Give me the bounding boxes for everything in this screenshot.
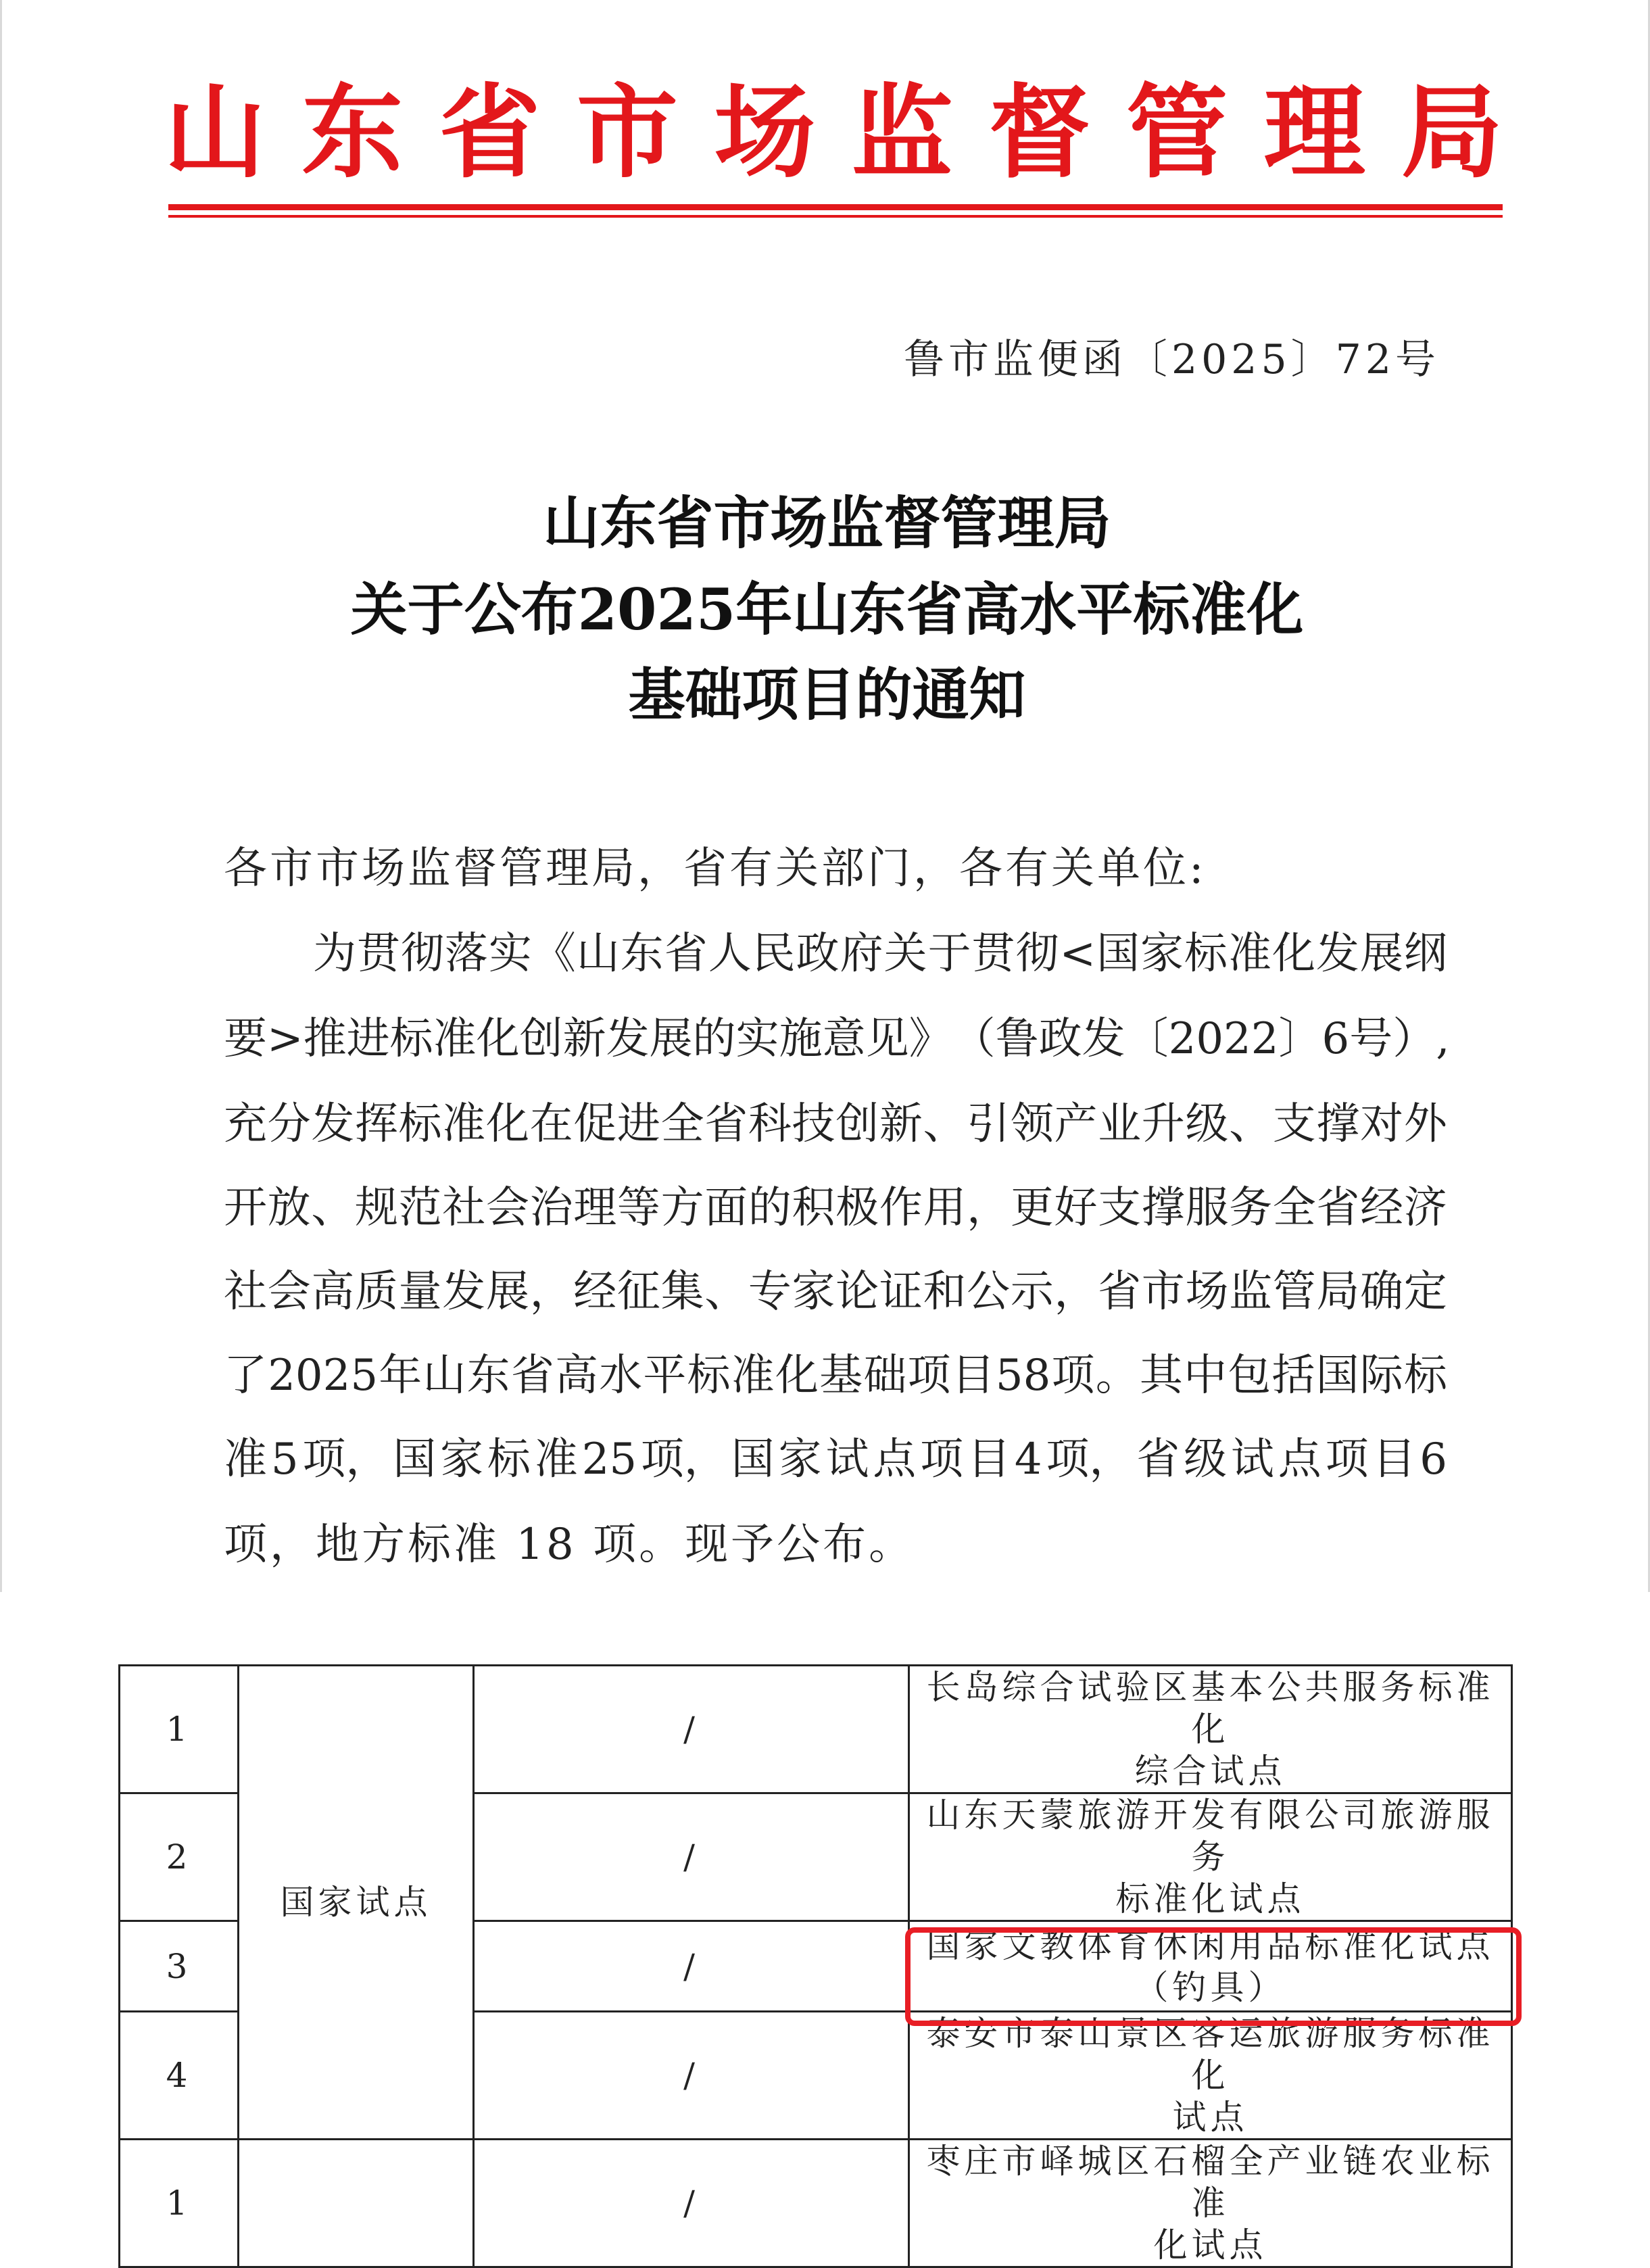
- body-text-token: 全: [660, 1099, 704, 1149]
- body-text-token: 场: [1185, 1267, 1229, 1317]
- body-text-token: ）: [1392, 1014, 1436, 1064]
- body-text-token: 准: [224, 1434, 267, 1485]
- body-text-token: 、: [923, 1099, 967, 1149]
- body-text-token: 引: [967, 1099, 1011, 1149]
- body-text-token: 促: [573, 1099, 617, 1149]
- body-text-token: 创: [519, 1014, 563, 1064]
- body-text-token: 。: [1095, 1351, 1139, 1401]
- body-text-token: 征: [616, 1267, 660, 1317]
- body-text-token: 分: [267, 1099, 311, 1149]
- body-text-token: 好: [1054, 1183, 1098, 1233]
- body-text-token: 撑: [1316, 1099, 1360, 1149]
- body-text-token: 标: [487, 1434, 531, 1485]
- project-name-line: 山东天蒙旅游开发有限公司旅游服务: [926, 1795, 1495, 1877]
- body-text-token: 升: [1141, 1099, 1185, 1149]
- project-name-cell: [909, 2140, 1512, 2267]
- row-number: 1: [120, 1666, 239, 1793]
- body-text-token: 山: [576, 929, 620, 979]
- standard-number-cell: /: [474, 2140, 909, 2267]
- body-text-token: 政: [796, 929, 840, 979]
- project-name-line: 泰安市泰山景区客运旅游服务标准化: [926, 2014, 1495, 2095]
- body-text-token: 国: [1096, 929, 1140, 979]
- body-text-token: 意: [822, 1014, 866, 1064]
- body-text-token: 实: [735, 1014, 779, 1064]
- body-text-token: 规: [354, 1183, 398, 1233]
- project-name-line: 综合试点: [1134, 1752, 1286, 1791]
- body-text-token: 实: [488, 929, 532, 979]
- body-text-token: 管: [1272, 1267, 1316, 1317]
- body-text-line: [224, 1345, 1447, 1406]
- body-text-token: 化: [775, 1351, 819, 1401]
- body-text-token: 级: [1185, 1099, 1229, 1149]
- body-text-token: 定: [1403, 1267, 1447, 1317]
- body-text-token: 彻: [400, 929, 444, 979]
- body-text-token: 要: [224, 1014, 267, 1064]
- body-text-token: 济: [1403, 1183, 1447, 1233]
- body-text-token: 家: [440, 1434, 484, 1485]
- body-text-token: 准: [1228, 929, 1271, 979]
- body-text-token: 专: [748, 1267, 792, 1317]
- body-text-token: 监: [1229, 1267, 1273, 1317]
- table-row: [120, 2140, 1512, 2267]
- category-cell: 国家试点: [239, 1666, 474, 2140]
- body-text-token: 项，: [640, 1434, 727, 1485]
- body-text-token: 中: [1184, 1351, 1228, 1401]
- body-text-token: 经: [1360, 1183, 1404, 1233]
- body-text-token: 发: [442, 1267, 486, 1317]
- project-table: [118, 1664, 1511, 2268]
- project-name-cell: [909, 1921, 1512, 2012]
- body-text-token: 《: [532, 929, 576, 979]
- body-text-token: 证: [879, 1267, 923, 1317]
- body-text-token: 积: [792, 1183, 835, 1233]
- body-text-token: 家: [778, 1434, 822, 1485]
- body-text-token: 省: [664, 929, 708, 979]
- row-number: 1: [120, 2140, 239, 2267]
- body-text-token: 级: [1184, 1434, 1228, 1485]
- body-text-line: [224, 1261, 1447, 1322]
- standard-number-cell: /: [474, 1793, 909, 1921]
- body-text-token: 服: [1185, 1183, 1229, 1233]
- body-text-line: [224, 1178, 1447, 1238]
- body-text-token: 经: [573, 1267, 617, 1317]
- body-text-token: 6: [1420, 1434, 1447, 1485]
- body-text-token: 国: [393, 1434, 437, 1485]
- project-name-cell: [909, 1666, 1512, 1793]
- project-name-line: 化试点: [1153, 2225, 1267, 2265]
- project-name-line: 试点: [1172, 2098, 1248, 2137]
- body-text-token: 贯: [356, 929, 400, 979]
- body-text-token: 项，: [302, 1434, 389, 1485]
- body-text-token: 于: [927, 929, 971, 979]
- body-text-token: 充: [224, 1099, 267, 1149]
- body-text-token: 会: [485, 1183, 529, 1233]
- body-text-line: [224, 1514, 1447, 1575]
- masthead-char: 理: [1263, 74, 1365, 192]
- body-text-token: 省: [1098, 1267, 1142, 1317]
- body-text-token: 用: [923, 1183, 967, 1233]
- body-text-token: 展: [485, 1267, 529, 1317]
- masthead-char: 督: [988, 74, 1090, 192]
- body-text-token: 进: [616, 1099, 660, 1149]
- body-text-token: 省: [704, 1099, 748, 1149]
- title-line-2: 关于公布2025年山东省高水平标准化: [350, 576, 1304, 643]
- body-text-token: 落: [444, 929, 488, 979]
- body-text-token: （: [952, 1014, 996, 1064]
- body-text-token: 极: [835, 1183, 879, 1233]
- body-text-token: 省: [1136, 1434, 1180, 1485]
- body-text-token: 包: [1228, 1351, 1271, 1401]
- body-text-token: 目: [967, 1434, 1011, 1485]
- masthead-char: 监: [851, 74, 953, 192]
- body-text-token: 公: [967, 1267, 1011, 1317]
- body-text-token: 标: [687, 1351, 731, 1401]
- body-text-token: 关: [883, 929, 927, 979]
- body-text-token: 础: [863, 1351, 907, 1401]
- body-text-token: 的: [692, 1014, 736, 1064]
- body-text-token: 范: [398, 1183, 442, 1233]
- body-text-token: 对: [1360, 1099, 1404, 1149]
- body-text-token: 〔2022〕: [1125, 1014, 1322, 1064]
- body-text-token: 市: [1141, 1267, 1185, 1317]
- body-text-token: 理: [573, 1183, 617, 1233]
- body-text-token: 、: [1229, 1099, 1273, 1149]
- body-text-token: 了: [224, 1351, 267, 1401]
- body-text-token: 施: [779, 1014, 823, 1064]
- body-text-token: 治: [529, 1183, 573, 1233]
- body-text-token: 为: [313, 929, 356, 979]
- row-number: 2: [120, 1793, 239, 1921]
- body-text-token: 鲁: [995, 1014, 1039, 1064]
- project-name-line: 国家文教体育休闲用品标准化试点: [926, 1925, 1495, 1965]
- body-text-token: 准: [442, 1099, 486, 1149]
- body-text-token: 示: [1010, 1267, 1054, 1317]
- body-text-token: 25: [581, 1434, 637, 1485]
- body-text-token: 东: [620, 929, 664, 979]
- body-text-token: 高: [311, 1267, 355, 1317]
- body-text-token: 平: [643, 1351, 687, 1401]
- masthead-char: 场: [714, 74, 816, 192]
- body-text-token: 项，: [1046, 1434, 1133, 1485]
- body-text-token: 会: [267, 1267, 311, 1317]
- body-text-token: 准: [433, 1014, 477, 1064]
- body-text-token: 58: [995, 1351, 1051, 1401]
- body-text-token: 化: [1271, 929, 1315, 979]
- body-text-line: [313, 923, 1447, 984]
- body-text-token: 外: [1403, 1099, 1447, 1149]
- body-text-token: 其: [1139, 1351, 1183, 1401]
- standard-number-cell: /: [474, 1921, 909, 2012]
- body-text-token: 方: [660, 1183, 704, 1233]
- body-text-token: 际: [1359, 1351, 1403, 1401]
- body-text-token: 发: [1082, 1014, 1125, 1064]
- body-text-token: 基: [819, 1351, 863, 1401]
- row-number: 4: [120, 2012, 239, 2140]
- body-text-token: 水: [599, 1351, 643, 1401]
- body-text-token: 创: [835, 1099, 879, 1149]
- body-text-token: 标: [1184, 929, 1228, 979]
- body-text-token: 局: [1316, 1267, 1360, 1317]
- body-text-token: 纲: [1403, 929, 1447, 979]
- body-text-token: 括: [1271, 1351, 1315, 1401]
- body-text-token: 人: [708, 929, 752, 979]
- body-text-token: 6: [1321, 1014, 1350, 1064]
- body-text-token: 技: [792, 1099, 835, 1149]
- body-text-token: 家: [792, 1267, 835, 1317]
- masthead-char: 山: [164, 74, 266, 192]
- masthead-rule-thick: [168, 204, 1503, 210]
- body-text-token: 发: [311, 1099, 355, 1149]
- body-text-token: 新: [879, 1099, 923, 1149]
- body-text-token: 作: [879, 1183, 923, 1233]
- body-text-token: 发: [606, 1014, 650, 1064]
- body-text-token: 集: [660, 1267, 704, 1317]
- body-text-token: 等: [616, 1183, 660, 1233]
- body-text-token: 国: [731, 1434, 775, 1485]
- body-text-token: 的: [748, 1183, 792, 1233]
- body-text-token: 年: [379, 1351, 422, 1401]
- body-text-token: 量: [398, 1267, 442, 1317]
- body-text-token: 产: [1054, 1099, 1098, 1149]
- body-text-line: [224, 1094, 1447, 1155]
- title-line-1: 山东省市场监督管理局: [543, 489, 1111, 556]
- masthead-char: 局: [1401, 74, 1503, 192]
- body-text-token: 彻: [1015, 929, 1059, 979]
- body-text-token: 全: [1272, 1183, 1316, 1233]
- body-text-token: 项: [907, 1351, 951, 1401]
- body-text-token: 目: [951, 1351, 995, 1401]
- body-text-token: 科: [748, 1099, 792, 1149]
- body-text-token: 项，地方标准 18 项。现予公布。: [224, 1520, 915, 1570]
- body-text-token: 项: [920, 1434, 964, 1485]
- body-text-token: 标: [1404, 1351, 1447, 1401]
- masthead: [164, 74, 1503, 193]
- body-text-token: ，: [1054, 1267, 1098, 1317]
- body-text-token: 2025: [268, 1351, 379, 1401]
- body-text-token: 》: [908, 1014, 952, 1064]
- body-text-token: 业: [1098, 1099, 1142, 1149]
- body-text-token: 务: [1229, 1183, 1273, 1233]
- body-text-token: 化: [485, 1099, 529, 1149]
- masthead-char: 省: [439, 74, 541, 192]
- body-text-token: 家: [1140, 929, 1184, 979]
- body-text-token: 标: [398, 1099, 442, 1149]
- body-text-line: [224, 1009, 1450, 1069]
- body-text-token: 面: [704, 1183, 748, 1233]
- standard-number-cell: /: [474, 2012, 909, 2140]
- body-text-token: 化: [476, 1014, 520, 1064]
- body-text-token: 高: [555, 1351, 598, 1401]
- table-row: [120, 1666, 1512, 1793]
- row-number: 3: [120, 1921, 239, 2012]
- body-text-token: 试: [1230, 1434, 1274, 1485]
- project-name-cell: [909, 1793, 1512, 1921]
- body-text-token: 放: [267, 1183, 311, 1233]
- body-text-token: ，: [529, 1267, 573, 1317]
- body-text-token: 撑: [1141, 1183, 1185, 1233]
- salutation: 各市市场监督管理局，省有关部门，各有关单位:: [224, 844, 1207, 894]
- page-gap: [0, 1592, 1650, 1606]
- body-text-token: 山: [422, 1351, 466, 1401]
- project-name-line: （钓具）: [1134, 1967, 1286, 2007]
- body-text-token: 5: [270, 1434, 299, 1485]
- body-text-token: 领: [1010, 1099, 1054, 1149]
- body-text-token: 、: [704, 1267, 748, 1317]
- body-text-token: 民: [752, 929, 796, 979]
- category-cell-next: [239, 2140, 474, 2267]
- body-text-token: 推: [303, 1014, 347, 1064]
- body-text-token: 支: [1098, 1183, 1142, 1233]
- body-text-token: 标: [389, 1014, 433, 1064]
- body-text-token: 项: [1051, 1351, 1095, 1401]
- project-name-line: 标准化试点: [1115, 1879, 1305, 1919]
- body-text-token: 省: [1316, 1183, 1360, 1233]
- body-text-token: 府: [840, 929, 883, 979]
- project-name-cell: [909, 2012, 1512, 2140]
- body-text-token: <: [1059, 929, 1096, 979]
- body-text-token: 发: [1315, 929, 1359, 979]
- body-text-token: 国: [1315, 1351, 1359, 1401]
- body-text-token: ,: [1436, 1014, 1450, 1064]
- body-text-token: 准: [534, 1434, 578, 1485]
- body-text-token: 试: [825, 1434, 869, 1485]
- body-text-token: 进: [346, 1014, 390, 1064]
- masthead-rule-thin: [168, 215, 1503, 218]
- body-text-token: >: [267, 1014, 304, 1064]
- body-text-token: 4: [1014, 1434, 1042, 1485]
- body-text-token: 政: [1038, 1014, 1082, 1064]
- body-text-token: 点: [1278, 1434, 1321, 1485]
- body-text-token: 点: [873, 1434, 917, 1485]
- masthead-char: 管: [1126, 74, 1228, 192]
- body-text-token: 贯: [971, 929, 1015, 979]
- body-text-token: 在: [529, 1099, 573, 1149]
- body-text-token: 东: [466, 1351, 510, 1401]
- body-text-token: 社: [442, 1183, 486, 1233]
- body-text-token: 准: [731, 1351, 775, 1401]
- document-number: 鲁市监便函〔2025〕72号: [903, 336, 1440, 383]
- body-text-token: 社: [224, 1267, 267, 1317]
- body-text-token: 见: [865, 1014, 909, 1064]
- body-text-token: 省: [510, 1351, 554, 1401]
- body-text-token: 号: [1349, 1014, 1393, 1064]
- body-text-token: 和: [923, 1267, 967, 1317]
- masthead-char: 东: [301, 74, 404, 192]
- masthead-char: 市: [576, 74, 678, 192]
- body-text-line: [224, 1429, 1447, 1490]
- body-text-token: 更: [1010, 1183, 1054, 1233]
- project-name-line: 长岛综合试验区基本公共服务标准化: [926, 1668, 1495, 1749]
- body-text-token: 、: [311, 1183, 355, 1233]
- body-text-token: 目: [1372, 1434, 1416, 1485]
- project-name-line: 枣庄市峄城区石榴全产业链农业标准: [926, 2142, 1495, 2223]
- body-text-token: 展: [649, 1014, 693, 1064]
- body-text-token: 项: [1325, 1434, 1369, 1485]
- body-text-token: ，: [967, 1183, 1011, 1233]
- body-text-token: 挥: [354, 1099, 398, 1149]
- standard-number-cell: /: [474, 1666, 909, 1793]
- body-text-token: 确: [1360, 1267, 1404, 1317]
- body-text-token: 展: [1359, 929, 1403, 979]
- body-text-token: 论: [835, 1267, 879, 1317]
- body-text-token: 支: [1272, 1099, 1316, 1149]
- title-line-3: 基础项目的通知: [628, 661, 1026, 728]
- body-text-token: 新: [562, 1014, 606, 1064]
- body-text-token: 开: [224, 1183, 267, 1233]
- body-text-token: 质: [354, 1267, 398, 1317]
